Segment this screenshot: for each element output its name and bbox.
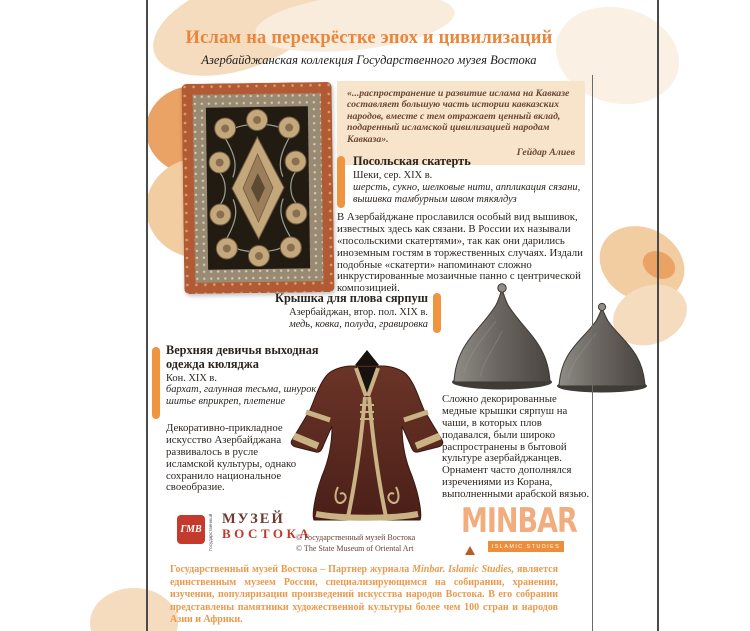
paragraph-tablecloth: В Азербайджане прославился особый вид вышивок, известных здесь как сязани. В России их называли «посольскими скатертями», так как они дарились иноземным гостям в торжественных случаях. Издали подобные «скатерти» напоминают сложно инкрустированные мозаичные панно с центрической композицией.	[337, 211, 583, 295]
entry-bar-tablecloth	[337, 156, 345, 208]
entry-bar-pilaf-cover	[433, 293, 441, 333]
minbar-logo	[461, 502, 577, 566]
entry-title: Посольская скатерть	[353, 154, 471, 168]
museum-word-2: ВОСТОКА	[222, 526, 313, 542]
entry-origin: Азербайджан, втор. пол. XIX в.	[289, 306, 428, 318]
footer-journal-name: Minbar. Islamic Studies,	[412, 564, 515, 575]
entry-bar-robe	[152, 347, 160, 419]
column-rule-right	[592, 75, 593, 631]
entry-origin: Шеки, сер. XIX в.	[353, 169, 433, 181]
entry-materials: медь, ковка, полуда, гравировка	[289, 318, 428, 330]
quote-attribution: Гейдар Алиев	[516, 147, 575, 159]
entry-robe	[166, 344, 321, 408]
entry-title: Верхняя девичья выходная одежда кюляджа	[166, 343, 319, 371]
decor-circle	[90, 588, 178, 631]
museum-monogram: ГМВ	[180, 524, 202, 535]
carpet-field	[206, 106, 310, 269]
entry-materials: шерсть, сукно, шелковые нити, аппликация сязани, вышивка тамбурным швом тякялдуз	[353, 181, 581, 205]
footer-rest: является единственным музеем России, специализирующимся на собирании, хранении, изучении, популяризации произведений искусства народов Востока. В его собрании представлены памятники художественной культуры более чем 100 стран и народов Азии и Африки.	[170, 564, 558, 626]
page-subtitle: Азербайджанская коллекция Государственного музея Востока	[201, 53, 537, 67]
epigraph-quote	[337, 81, 585, 165]
minbar-tagline-banner: ISLAMIC STUDIES	[488, 541, 564, 552]
entry-pilaf-cover	[273, 292, 428, 331]
entry-tablecloth	[353, 155, 588, 206]
credit-line-ru: © Государственный музей Востока	[296, 533, 416, 542]
footer-paragraph	[170, 564, 558, 627]
paragraph-pilaf-cover: Сложно декорированные медные крышки сярпуш на чаши, в которых плов подавался, были широко распространены в бытовой культуре азербайджанцев. Орнамент часто дополнялся изречениями из Корана, выполненными арабской вязью.	[442, 393, 590, 500]
museum-word-1: МУЗЕЙ	[222, 511, 285, 527]
entry-materials: бархат, галунная тесьма, шнурок, шитье вприкреп, плетение	[166, 384, 319, 408]
museum-logo-vertical-label: Государственный	[208, 513, 213, 551]
minbar-pulpit-icon	[465, 546, 475, 555]
photo-credits	[296, 533, 415, 555]
museum-logo-icon	[177, 515, 205, 544]
minbar-wordmark: MINBAR	[461, 502, 577, 541]
footer-lead: Государственный музей Востока – Партнер журнала	[170, 564, 413, 575]
pilaf-covers-photo	[440, 281, 655, 403]
entry-origin: Кон. XIX в.	[166, 372, 217, 384]
carpet-ornament	[206, 106, 310, 269]
entry-title: Крышка для плова сярпуш	[275, 291, 428, 305]
tablecloth-photo	[182, 82, 335, 294]
page-edge-right	[657, 0, 659, 631]
page-edge-left	[146, 0, 148, 631]
page-title: Ислам на перекрёстке эпох и цивилизаций	[185, 28, 553, 48]
quote-text: «...распространение и развитие ислама на Кавказе составляет большую часть истории кавказских народов, вместе с тем отражает ценный вклад, подаренный исламской цивилизацией народам Кавказа».	[347, 88, 570, 145]
paragraph-robe: Декоративно-прикладное искусство Азербайджана развивалось в русле исламской культуры, однако сохранило национальное своеобразие.	[166, 422, 297, 494]
credit-line-en: © The State Museum of Oriental Art	[296, 543, 414, 553]
